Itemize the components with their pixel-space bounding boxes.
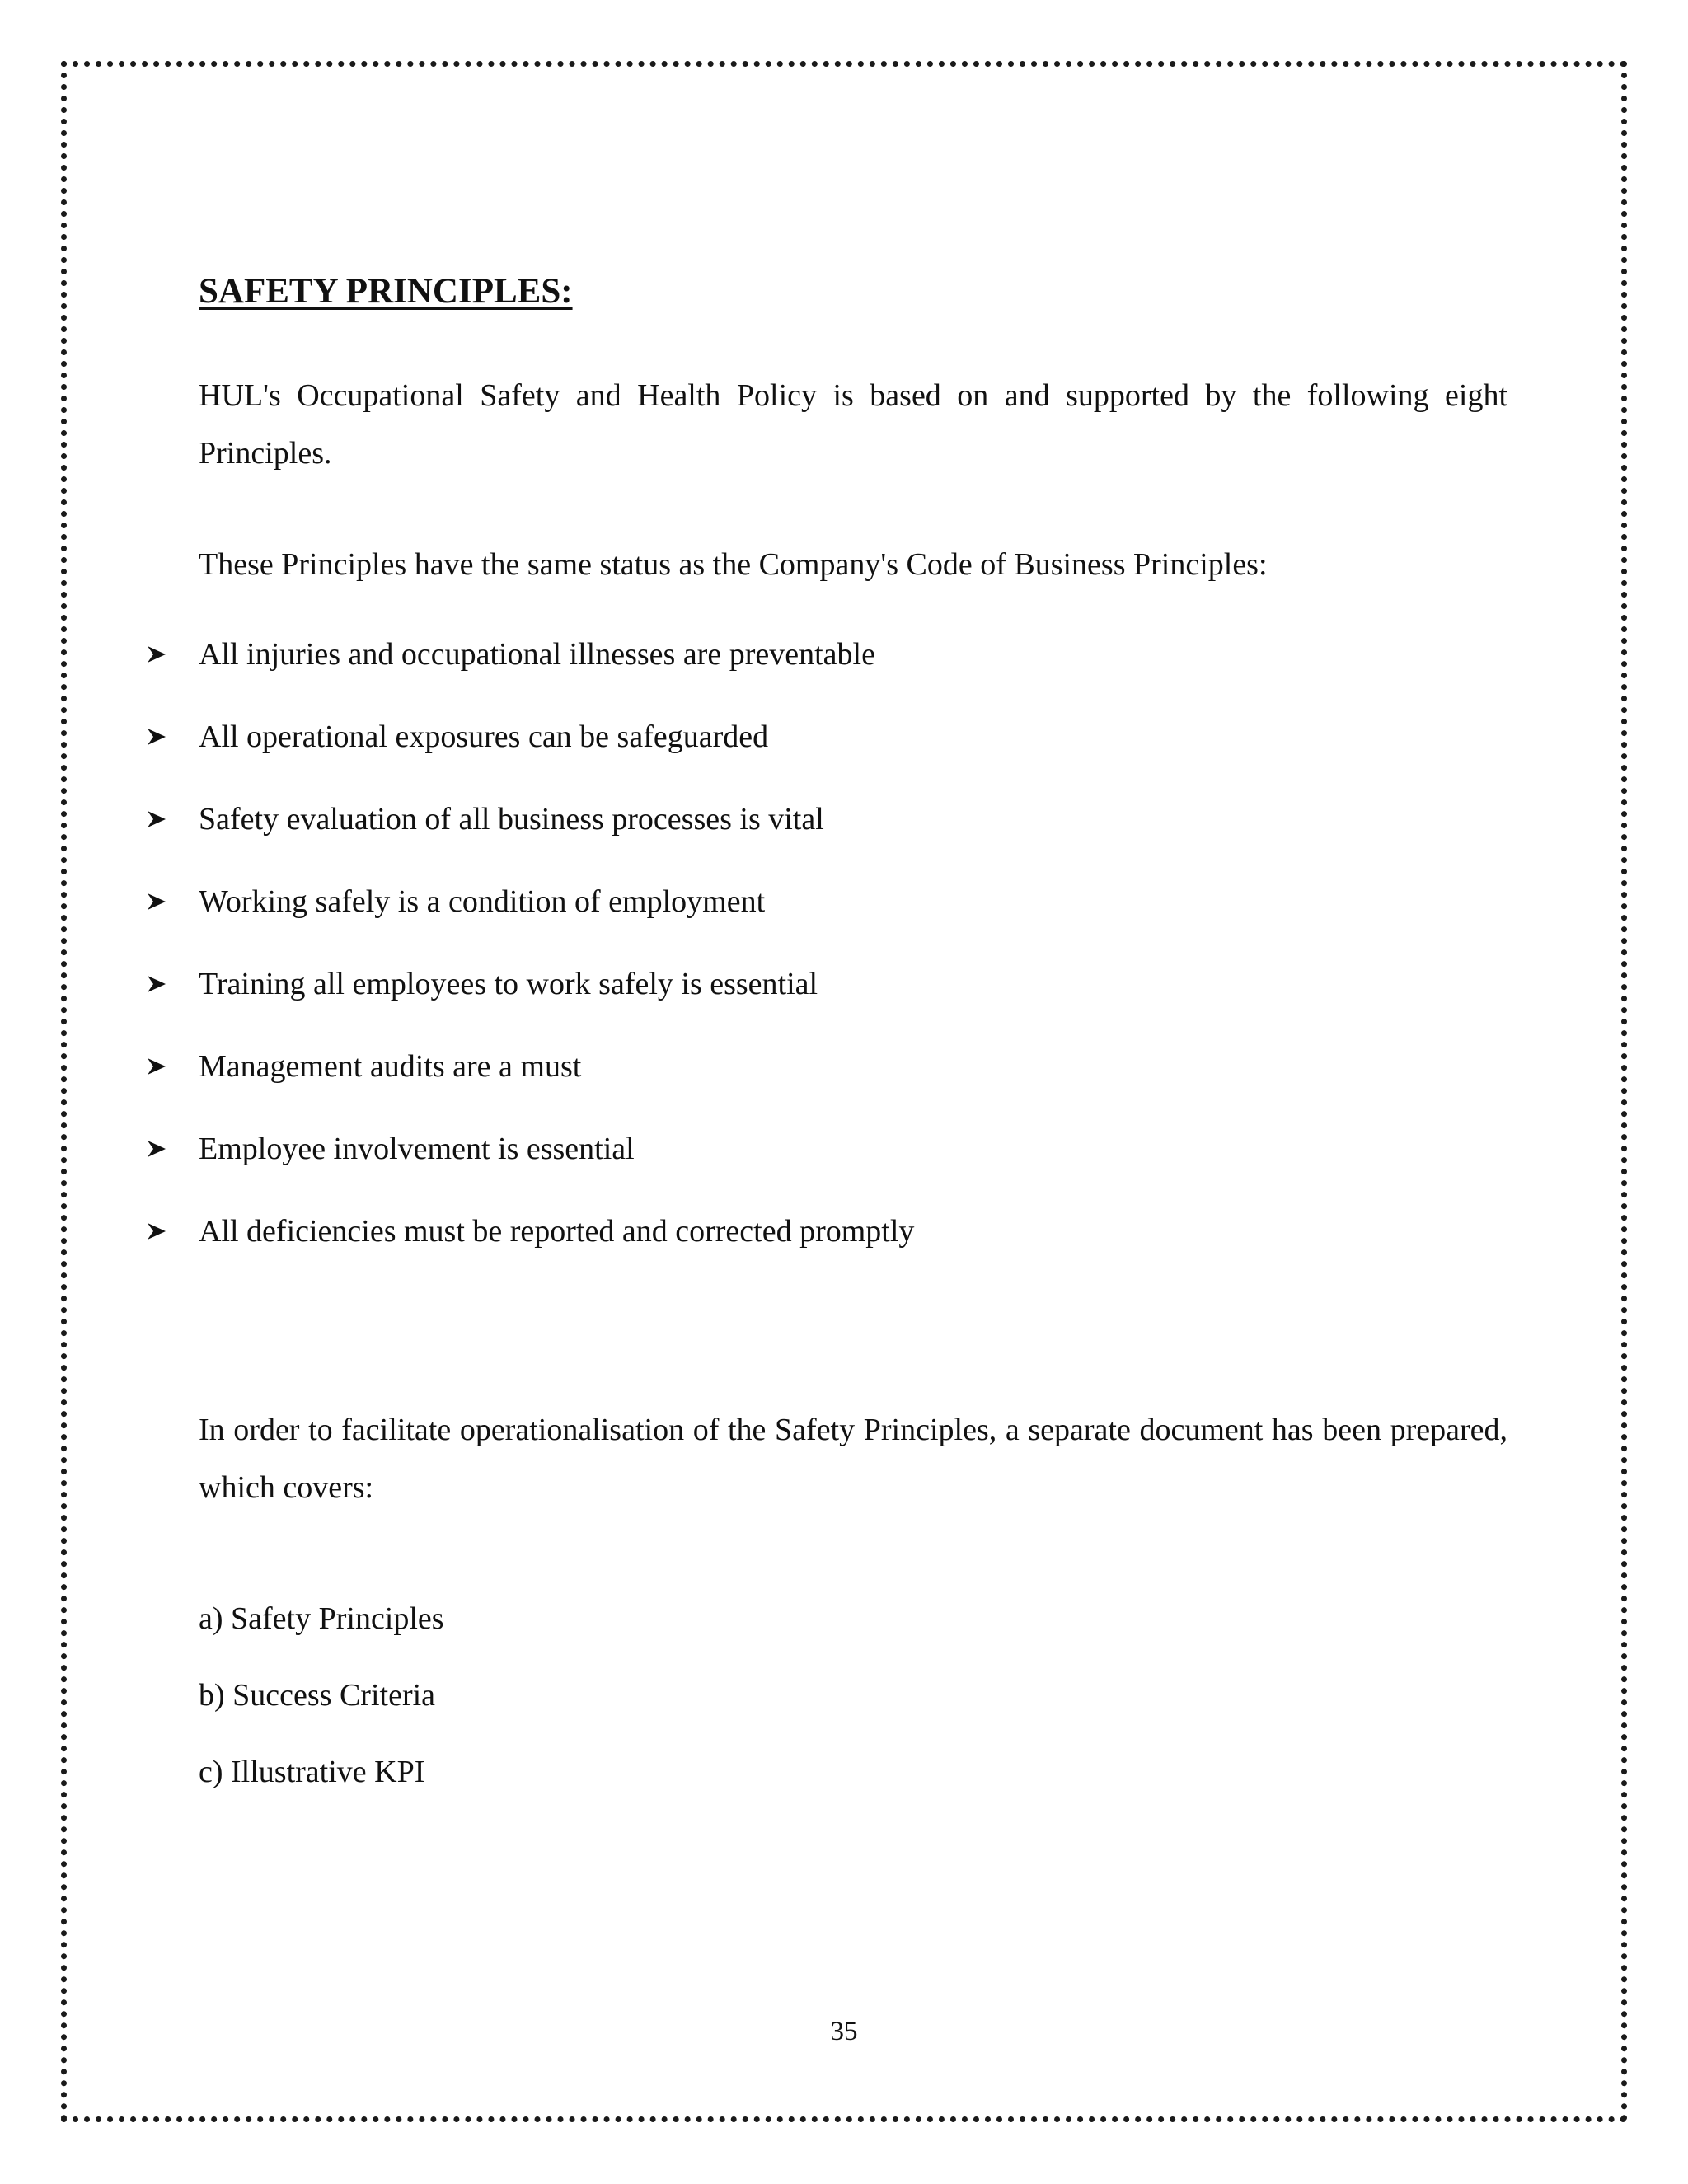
page-title: SAFETY PRINCIPLES:	[199, 272, 573, 311]
arrowhead-bullet-icon	[147, 1222, 199, 1240]
principle-text: Training all employees to work safely is essential	[199, 967, 818, 1001]
principle-item	[147, 716, 768, 757]
covers-item: c) Illustrative KPI	[199, 1755, 425, 1789]
arrowhead-bullet-icon	[147, 810, 199, 828]
principle-item	[147, 799, 824, 840]
covers-item: b) Success Criteria	[199, 1678, 436, 1713]
principle-text: Safety evaluation of all business processes is vital	[199, 802, 824, 837]
arrowhead-bullet-icon	[147, 1140, 199, 1158]
principle-text: All operational exposures can be safeguarded	[199, 719, 769, 754]
principle-item	[147, 1046, 581, 1087]
arrowhead-bullet-icon	[147, 728, 199, 746]
principle-item	[147, 1211, 914, 1252]
operational-paragraph: In order to facilitate operationalisation of the Safety Principles, a separate document has been prepared, which covers:	[199, 1413, 1507, 1505]
covers-item: a) Safety Principles	[199, 1601, 444, 1636]
principle-text: All deficiencies must be reported and corrected promptly	[199, 1214, 915, 1249]
arrowhead-bullet-icon	[147, 893, 199, 911]
status-note: These Principles have the same status as the Company's Code of Business Principles:	[199, 547, 1268, 582]
principle-item	[147, 881, 765, 922]
intro-paragraph: HUL's Occupational Safety and Health Policy is based on and supported by the following eight Principles.	[199, 378, 1507, 471]
arrowhead-bullet-icon	[147, 975, 199, 993]
page-number: 35	[830, 2017, 858, 2046]
principle-text: All injuries and occupational illnesses are preventable	[199, 637, 875, 672]
arrowhead-bullet-icon	[147, 1057, 199, 1076]
principle-item	[147, 1128, 635, 1169]
principle-text: Management audits are a must	[199, 1049, 582, 1084]
principle-text: Working safely is a condition of employment	[199, 884, 766, 919]
principle-item	[147, 634, 875, 675]
arrowhead-bullet-icon	[147, 645, 199, 663]
principle-text: Employee involvement is essential	[199, 1132, 635, 1166]
principle-item	[147, 963, 818, 1005]
